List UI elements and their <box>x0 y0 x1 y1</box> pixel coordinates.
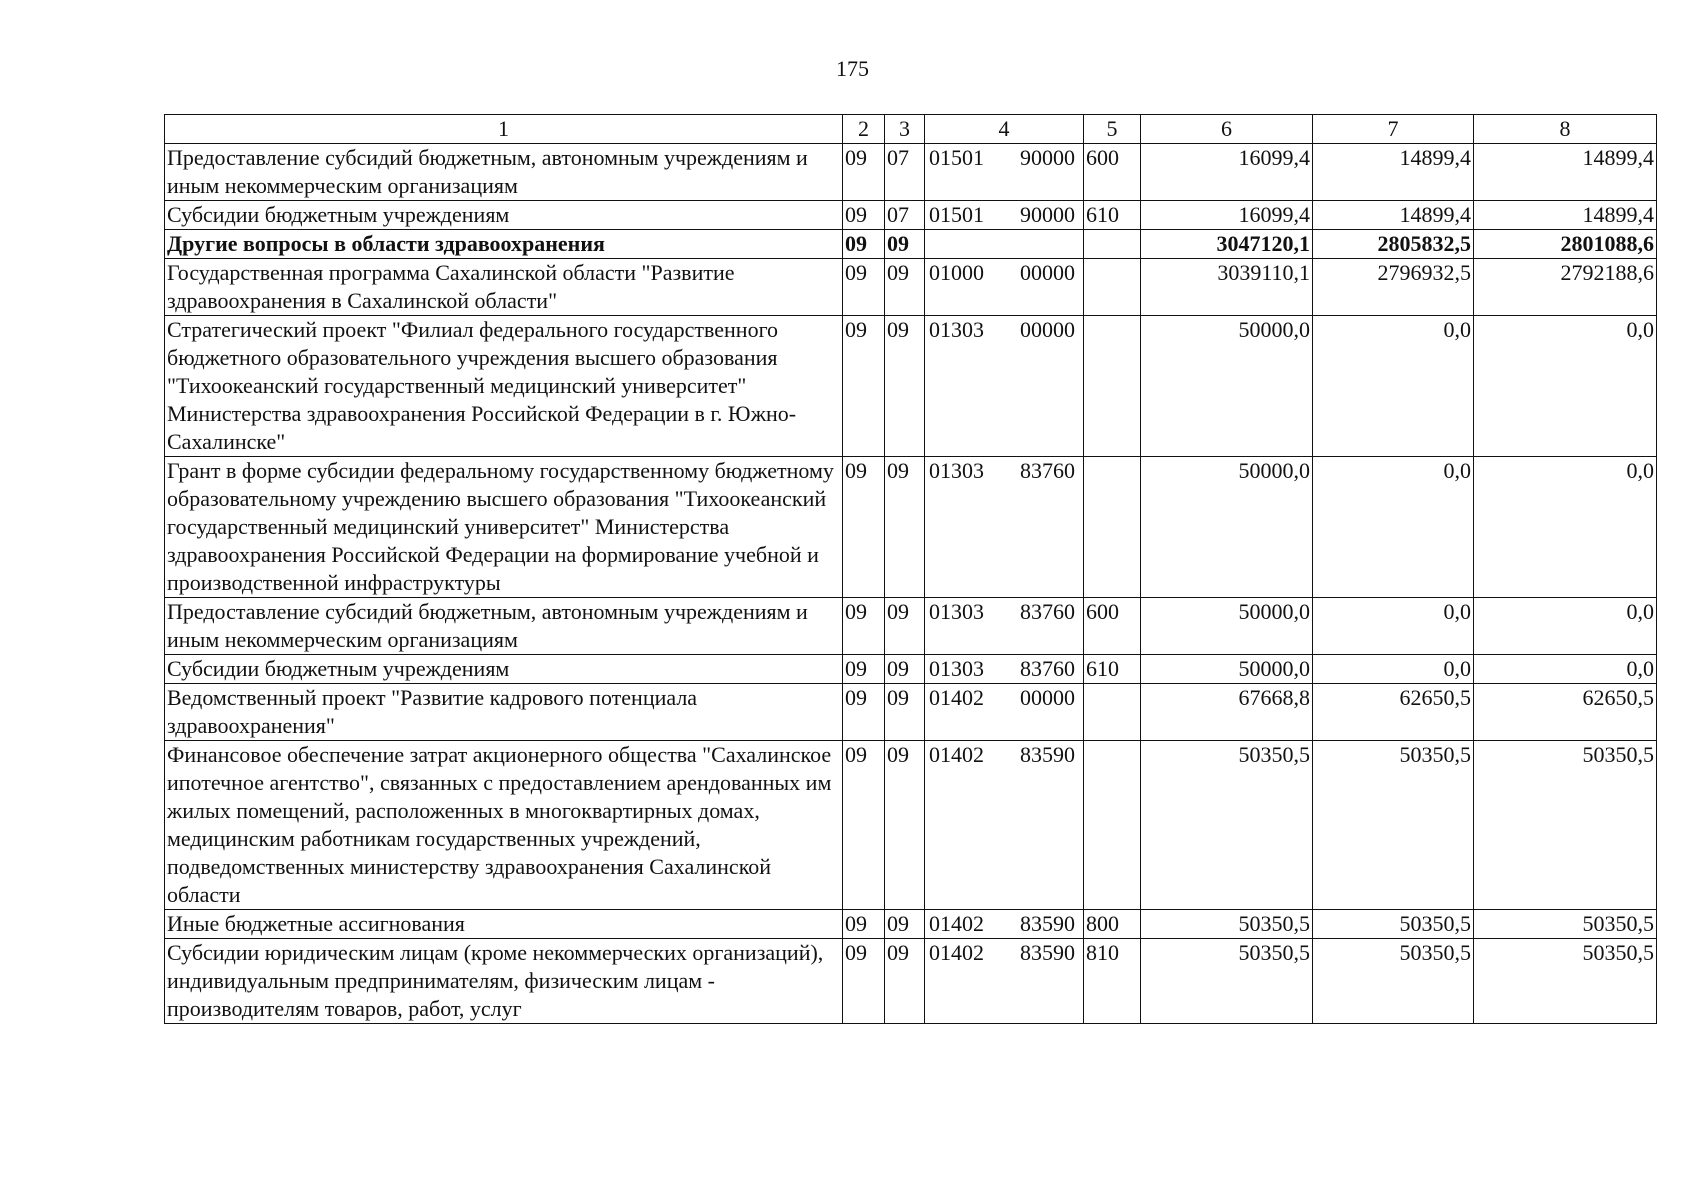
amount-col-8: 2801088,6 <box>1474 230 1657 259</box>
amount-col-8: 14899,4 <box>1474 201 1657 230</box>
amount-col-6: 50350,5 <box>1141 910 1313 939</box>
target-article-code <box>925 144 1084 201</box>
table-row <box>165 741 1657 910</box>
subsection-code: 09 <box>885 457 925 598</box>
target-article-code <box>925 741 1084 910</box>
target-article-code <box>925 910 1084 939</box>
column-header: 6 <box>1141 115 1313 144</box>
amount-col-7: 2796932,5 <box>1313 259 1474 316</box>
amount-col-6: 3039110,1 <box>1141 259 1313 316</box>
amount-col-7: 50350,5 <box>1313 741 1474 910</box>
subsection-code: 09 <box>885 939 925 1024</box>
item-name: Субсидии бюджетным учреждениям <box>165 655 843 684</box>
direction-code: 83760 <box>1020 599 1075 624</box>
target-article-code <box>925 684 1084 741</box>
program-code: 01501 <box>929 202 984 227</box>
table-row <box>165 598 1657 655</box>
item-name: Другие вопросы в области здравоохранения <box>165 230 843 259</box>
table-row <box>165 201 1657 230</box>
target-article-code <box>925 230 1084 259</box>
direction-code: 83760 <box>1020 458 1075 483</box>
section-code: 09 <box>843 316 885 457</box>
program-code: 01402 <box>929 685 984 710</box>
item-name: Государственная программа Сахалинской области "Развитие здравоохранения в Сахалинской области" <box>165 259 843 316</box>
amount-col-6: 50350,5 <box>1141 741 1313 910</box>
section-code: 09 <box>843 655 885 684</box>
amount-col-8: 0,0 <box>1474 316 1657 457</box>
item-name: Ведомственный проект "Развитие кадрового потенциала здравоохранения" <box>165 684 843 741</box>
expense-type-code <box>1084 684 1141 741</box>
target-article-code <box>925 655 1084 684</box>
expense-type-code <box>1084 316 1141 457</box>
column-header: 5 <box>1084 115 1141 144</box>
expense-type-code: 600 <box>1084 144 1141 201</box>
program-code: 01402 <box>929 911 984 936</box>
amount-col-7: 0,0 <box>1313 598 1474 655</box>
amount-col-7: 0,0 <box>1313 316 1474 457</box>
section-code: 09 <box>843 684 885 741</box>
section-code: 09 <box>843 230 885 259</box>
target-article-code <box>925 259 1084 316</box>
expense-type-code: 610 <box>1084 201 1141 230</box>
target-article-code <box>925 316 1084 457</box>
item-name: Субсидии юридическим лицам (кроме некоммерческих организаций), индивидуальным предпринимателям, физическим лицам - производителям товаров, работ, услуг <box>165 939 843 1024</box>
column-header: 8 <box>1474 115 1657 144</box>
amount-col-8: 0,0 <box>1474 598 1657 655</box>
program-code: 01303 <box>929 656 984 681</box>
amount-col-6: 50000,0 <box>1141 655 1313 684</box>
column-header: 3 <box>885 115 925 144</box>
target-article-code <box>925 201 1084 230</box>
program-code: 01303 <box>929 317 984 342</box>
table-row <box>165 144 1657 201</box>
direction-code: 00000 <box>1020 317 1075 342</box>
section-code: 09 <box>843 457 885 598</box>
direction-code: 83590 <box>1020 940 1075 965</box>
amount-col-6: 50000,0 <box>1141 598 1313 655</box>
section-code: 09 <box>843 201 885 230</box>
table-row <box>165 316 1657 457</box>
subsection-code: 07 <box>885 144 925 201</box>
section-code: 09 <box>843 939 885 1024</box>
amount-col-8: 0,0 <box>1474 457 1657 598</box>
column-header: 7 <box>1313 115 1474 144</box>
amount-col-7: 50350,5 <box>1313 939 1474 1024</box>
direction-code: 83590 <box>1020 911 1075 936</box>
amount-col-7: 0,0 <box>1313 655 1474 684</box>
item-name: Субсидии бюджетным учреждениям <box>165 201 843 230</box>
target-article-code <box>925 457 1084 598</box>
program-code: 01000 <box>929 260 984 285</box>
item-name: Предоставление субсидий бюджетным, автономным учреждениям и иным некоммерческим организациям <box>165 144 843 201</box>
amount-col-6: 16099,4 <box>1141 201 1313 230</box>
section-code: 09 <box>843 741 885 910</box>
table-row <box>165 457 1657 598</box>
amount-col-7: 14899,4 <box>1313 144 1474 201</box>
target-article-code <box>925 939 1084 1024</box>
target-article-code <box>925 598 1084 655</box>
subsection-code: 09 <box>885 741 925 910</box>
expense-type-code <box>1084 741 1141 910</box>
expense-type-code: 800 <box>1084 910 1141 939</box>
table-row <box>165 939 1657 1024</box>
subsection-code: 09 <box>885 655 925 684</box>
expense-type-code <box>1084 259 1141 316</box>
subsection-code: 09 <box>885 316 925 457</box>
header-row <box>165 115 1657 144</box>
amount-col-8: 0,0 <box>1474 655 1657 684</box>
item-name: Финансовое обеспечение затрат акционерного общества "Сахалинское ипотечное агентство", связанных с предоставлением арендованных им жилых помещений, расположенных в многоквартирных домах, медицинским работникам государственных учреждений, подведомственных министерству здравоохранения Сахалинской области <box>165 741 843 910</box>
section-code: 09 <box>843 259 885 316</box>
item-name: Грант в форме субсидии федеральному государственному бюджетному образовательному учреждению высшего образования "Тихоокеанский государственный медицинский университет" Министерства здравоохранения Российской Федерации на формирование учебной и производственной инфраструктуры <box>165 457 843 598</box>
expense-type-code <box>1084 457 1141 598</box>
column-header: 2 <box>843 115 885 144</box>
amount-col-7: 50350,5 <box>1313 910 1474 939</box>
amount-col-8: 2792188,6 <box>1474 259 1657 316</box>
subsection-code: 07 <box>885 201 925 230</box>
direction-code: 83760 <box>1020 656 1075 681</box>
program-code: 01402 <box>929 940 984 965</box>
item-name: Иные бюджетные ассигнования <box>165 910 843 939</box>
subsection-code: 09 <box>885 684 925 741</box>
subsection-code: 09 <box>885 910 925 939</box>
amount-col-8: 62650,5 <box>1474 684 1657 741</box>
amount-col-6: 3047120,1 <box>1141 230 1313 259</box>
program-code: 01402 <box>929 742 984 767</box>
amount-col-6: 50000,0 <box>1141 457 1313 598</box>
item-name: Стратегический проект "Филиал федерального государственного бюджетного образовательного учреждения высшего образования "Тихоокеанский государственный медицинский университет" Министерства здравоохранения Российской Федерации в г. Южно-Сахалинске" <box>165 316 843 457</box>
budget-table <box>164 114 1657 1024</box>
amount-col-7: 14899,4 <box>1313 201 1474 230</box>
direction-code: 83590 <box>1020 742 1075 767</box>
section-code: 09 <box>843 144 885 201</box>
amount-col-7: 62650,5 <box>1313 684 1474 741</box>
table-row <box>165 655 1657 684</box>
section-code: 09 <box>843 910 885 939</box>
amount-col-7: 0,0 <box>1313 457 1474 598</box>
amount-col-8: 14899,4 <box>1474 144 1657 201</box>
amount-col-6: 50350,5 <box>1141 939 1313 1024</box>
amount-col-6: 16099,4 <box>1141 144 1313 201</box>
amount-col-6: 50000,0 <box>1141 316 1313 457</box>
column-header: 4 <box>925 115 1084 144</box>
expense-type-code: 610 <box>1084 655 1141 684</box>
amount-col-8: 50350,5 <box>1474 741 1657 910</box>
direction-code: 90000 <box>1020 202 1075 227</box>
table-row-section-total <box>165 230 1657 259</box>
direction-code: 00000 <box>1020 260 1075 285</box>
amount-col-8: 50350,5 <box>1474 910 1657 939</box>
section-code: 09 <box>843 598 885 655</box>
column-header: 1 <box>165 115 843 144</box>
amount-col-6: 67668,8 <box>1141 684 1313 741</box>
expense-type-code: 810 <box>1084 939 1141 1024</box>
direction-code: 00000 <box>1020 685 1075 710</box>
table-row <box>165 684 1657 741</box>
item-name: Предоставление субсидий бюджетным, автономным учреждениям и иным некоммерческим организациям <box>165 598 843 655</box>
subsection-code: 09 <box>885 598 925 655</box>
expense-type-code <box>1084 230 1141 259</box>
table-row <box>165 910 1657 939</box>
page-number: 175 <box>836 56 869 81</box>
amount-col-7: 2805832,5 <box>1313 230 1474 259</box>
amount-col-8: 50350,5 <box>1474 939 1657 1024</box>
table-row <box>165 259 1657 316</box>
expense-type-code: 600 <box>1084 598 1141 655</box>
subsection-code: 09 <box>885 230 925 259</box>
program-code: 01303 <box>929 599 984 624</box>
subsection-code: 09 <box>885 259 925 316</box>
program-code: 01501 <box>929 145 984 170</box>
program-code: 01303 <box>929 458 984 483</box>
direction-code: 90000 <box>1020 145 1075 170</box>
